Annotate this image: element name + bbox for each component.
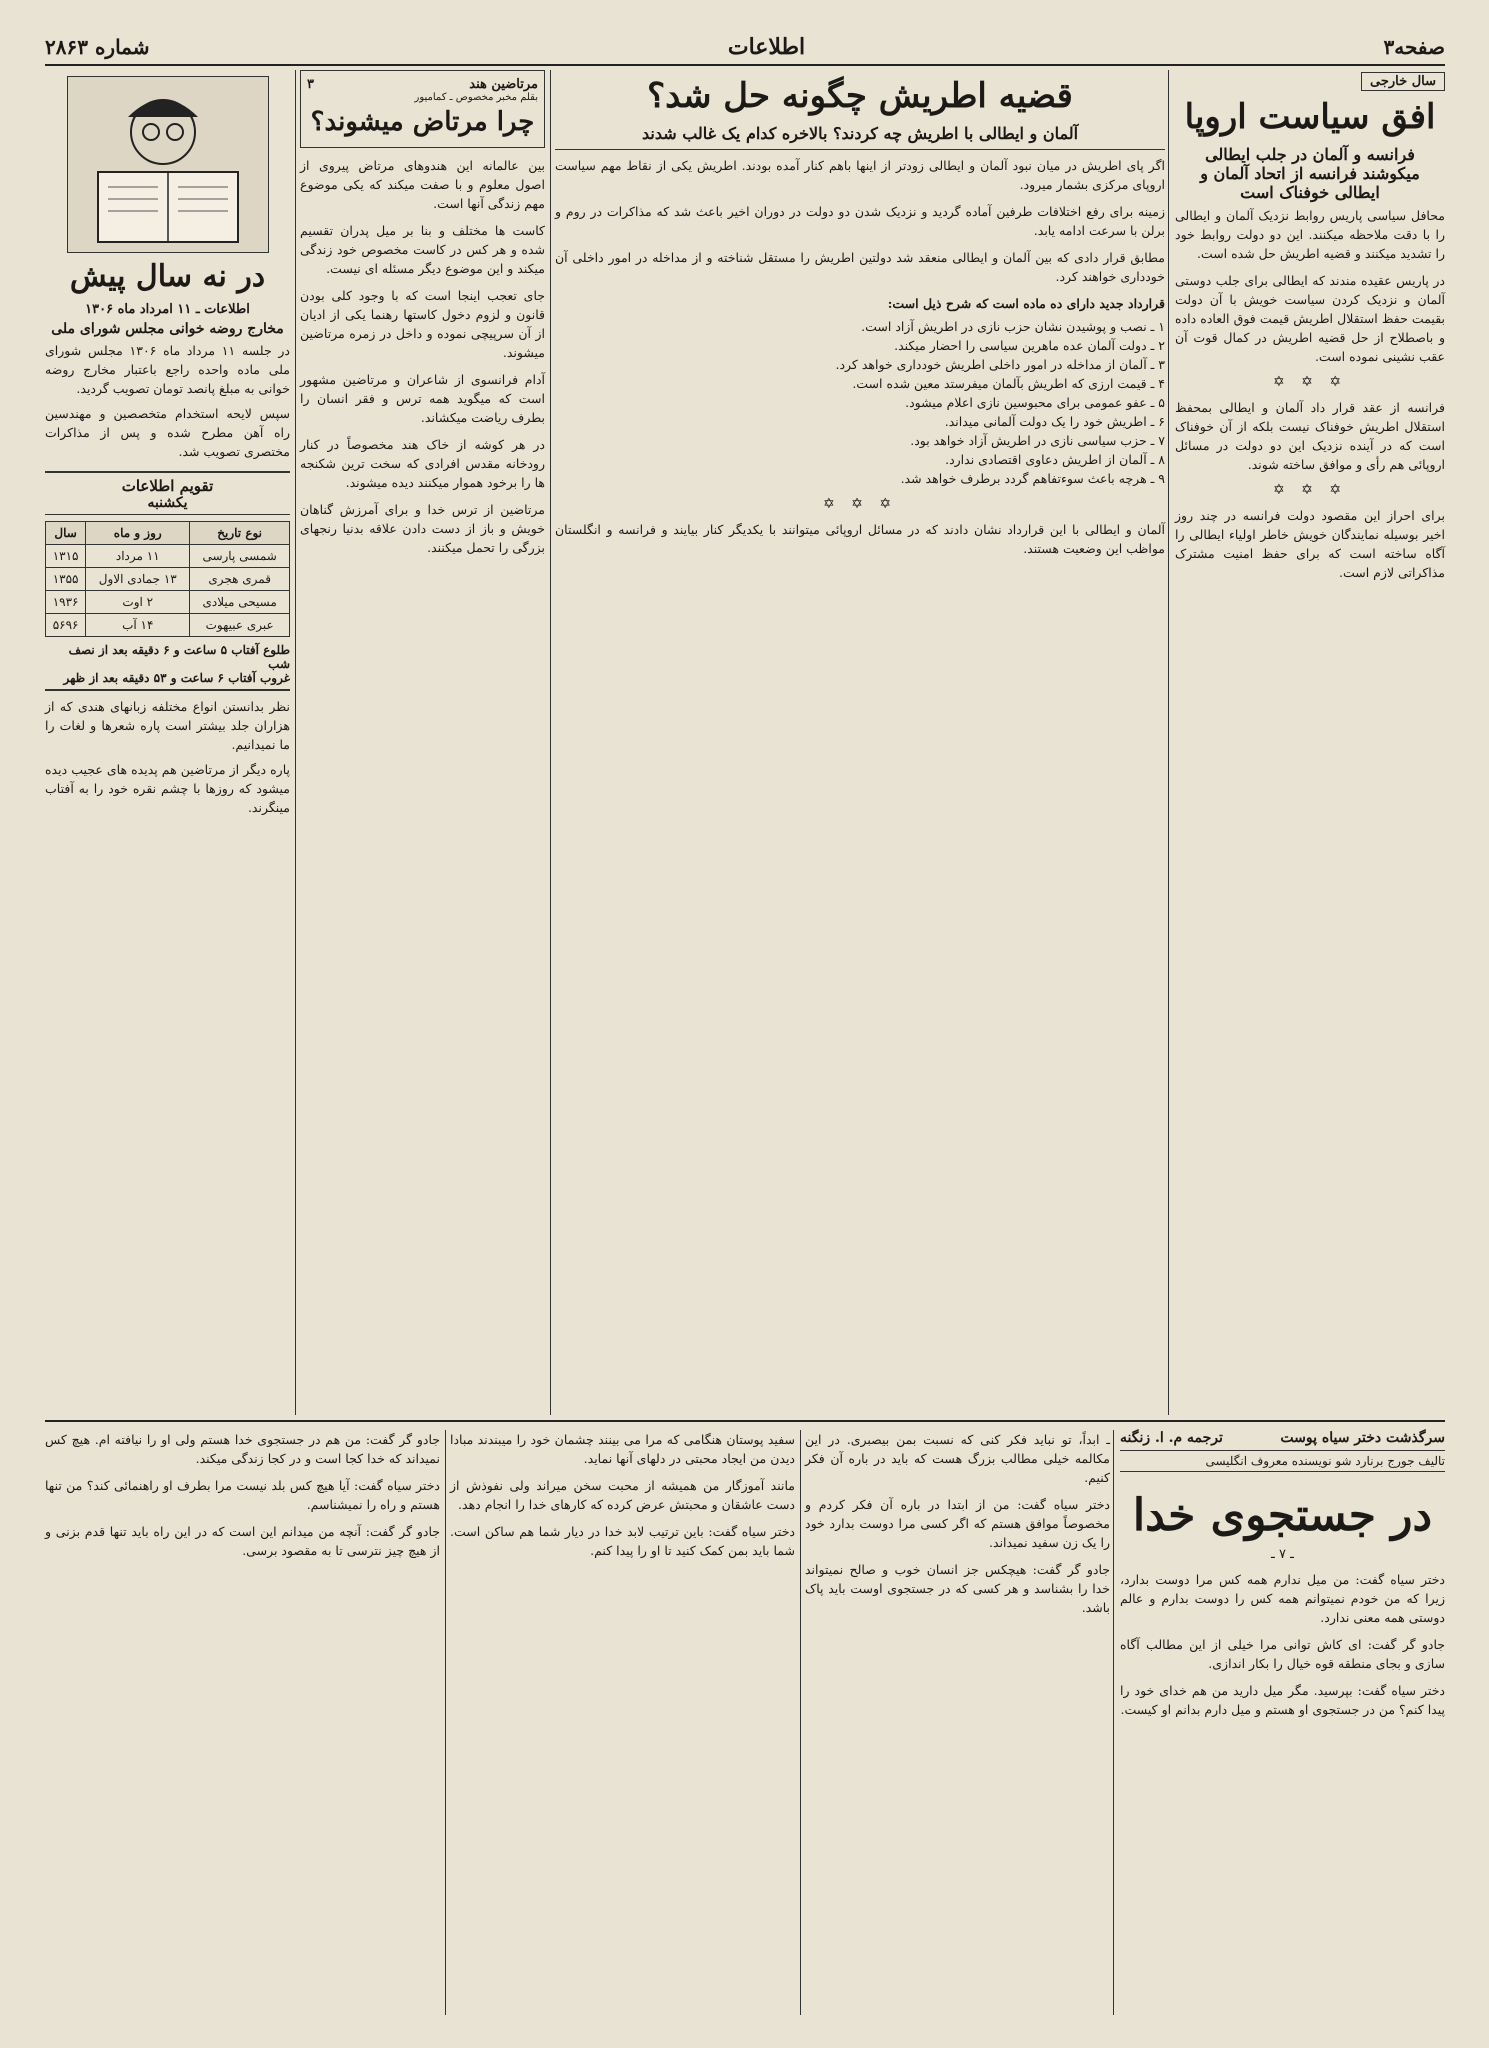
column-rule bbox=[800, 1430, 801, 2015]
paper-name: اطلاعات bbox=[727, 34, 806, 60]
calendar-cell: ۱۳ جمادی الاول bbox=[86, 568, 190, 591]
article-kicker: مرتاضین هند bbox=[469, 77, 538, 92]
paragraph: فرانسه از عقد قرار داد آلمان و ایطالی بمحفظ استقلال اطریش خوفناک نیست بلکه از آن خوفناک است که در آینده نزدیک این دو دولت در مسائل اروپائی هم رأی و موافق ساخته شوند. bbox=[1175, 400, 1445, 472]
reader-illustration bbox=[67, 76, 269, 253]
calendar-cell: ۱۱ مرداد bbox=[86, 545, 190, 568]
paragraph: بین عالمانه این هندوهای مرتاض پیروی از اصول معلوم و با صفت میکند که یکی موضوع مهم زندگی آنها است. bbox=[300, 158, 545, 211]
section-tag: سال خارجی bbox=[1361, 72, 1445, 91]
feature-title: در نه سال پیش bbox=[69, 259, 266, 294]
paragraph: جادو گر گفت: آنچه من میدانم این است که در این راه باید تنها قدم بزنی و از هیچ چیز نترسی تا به مقصود برسی. bbox=[45, 1524, 440, 1558]
part-number: ۳ bbox=[307, 77, 314, 92]
ascetics-article bbox=[300, 70, 545, 1415]
paragraph: نظر بدانستن انواع مختلفه زبانهای هندی که از هزاران جلد بیشتر است پاره شعرها و لغات را ما نمیدانیم. bbox=[45, 699, 290, 752]
serial-story-section bbox=[45, 1420, 1445, 2022]
column-rule bbox=[295, 70, 296, 1415]
issue-number: شماره ۲۸۶۳ bbox=[45, 35, 150, 59]
paragraph: ـ ابداً، تو نباید فکر کنی که نسبت بمن بیصبری. در این مکالمه خیلی مطالب بزرگ هست که باید در باره آن فکر کنیم. bbox=[805, 1432, 1110, 1485]
paragraph: مانند آموزگار من همیشه از محبت سخن میراند ولی نفوذش از دست عاشقان و محبتش عرض کرده که کارهای خدا را انجام دهد. bbox=[450, 1478, 795, 1512]
paragraph: در هر کوشه از خاک هند مخصوصاً در کنار رودخانه مقدس افرادی که سخت ترین شکنجه ها را برخود هموار میکنند دیده میشوند. bbox=[300, 437, 545, 490]
calendar-cell: ۵۶۹۶ bbox=[46, 614, 86, 637]
column-rule bbox=[1168, 70, 1169, 1415]
list-item: ۷ ـ حزب سیاسی نازی در اطریش آزاد خواهد بود. bbox=[910, 433, 1165, 448]
column-rule bbox=[1113, 1430, 1114, 2015]
history-column bbox=[45, 70, 290, 1415]
byline: بقلم مخبر مخصوص ـ کمامیور bbox=[414, 92, 538, 103]
list-item: ۱ ـ نصب و پوشیدن نشان حزب نازی در اطریش آزاد است. bbox=[861, 319, 1165, 334]
austria-article bbox=[555, 70, 1165, 1415]
separator-stars: ✡ ✡ ✡ bbox=[1272, 482, 1348, 498]
article-subhead: فرانسه و آلمان در جلب ایطالی میکوشند فرانسه از اتحاد آلمان و ایطالی خوفناک است bbox=[1200, 145, 1420, 202]
paragraph: جادو گر گفت: ای کاش توانی مرا خیلی از این مطالب آگاه سازی و بجای منطقه قوه خیال را بکار اندازی. bbox=[1120, 1637, 1445, 1671]
column-rule bbox=[445, 1430, 446, 2015]
list-item: ۸ ـ آلمان از اطریش دعاوی اقتصادی ندارد. bbox=[945, 452, 1165, 467]
feature-headline: مخارج روضه خوانی مجلس شورای ملی bbox=[51, 321, 284, 337]
article-headline: قضیه اطریش چگونه حل شد؟ bbox=[647, 76, 1073, 116]
paragraph: سفید پوستان هنگامی که مرا می بینند چشمان خود را میبندند مبادا دیدن من ایجاد محبتی در دلهای آنها نماید. bbox=[450, 1432, 795, 1466]
paragraph: اگر پای اطریش در میان نبود آلمان و ایطالی زودتر از اینها باهم کنار آمده بودند. اطریش یکی از نقاط مهم سیاست اروپای مرکزی بشمار میرود. bbox=[555, 158, 1165, 192]
feature-date: اطلاعات ـ ۱۱ امرداد ماه ۱۳۰۶ bbox=[85, 302, 250, 317]
calendar-title: تقویم اطلاعات bbox=[121, 477, 214, 495]
paragraph: قرارداد جدید دارای ده ماده است که شرح ذیل است: bbox=[887, 296, 1165, 311]
separator-stars: ✡ ✡ ✡ bbox=[1272, 374, 1348, 390]
story-title: در جستجوی خدا bbox=[1132, 1490, 1433, 1541]
article-subhead: آلمان و ایطالی با اطریش چه کردند؟ بالاخره کدام یک غالب شدند bbox=[641, 124, 1079, 143]
paragraph: در پاریس عقیده مندند که ایطالی برای جلب دوستی آلمان و نزدیک کردن سیاست خویش با آن دولت بقیمت حفظ استقلال اطریش قیمت فوق العاده داده و باصطلاح از حل قضیه اطریش در کمال قوت آن عقب نشینی نموده است. bbox=[1175, 273, 1445, 364]
paragraph: پاره دیگر از مرتاضین هم پدیده های عجیب دیده میشود که روزها با چشم نقره خود را به آفتاب مینگرند. bbox=[45, 762, 290, 815]
treaty-items bbox=[555, 317, 1165, 488]
list-item: ۹ ـ هرچه باعث سوءتفاهم گردد برطرف خواهد شد. bbox=[900, 471, 1165, 486]
calendar-header: سال bbox=[46, 522, 86, 545]
calendar-cell: ۱۹۳۶ bbox=[46, 591, 86, 614]
sunrise-time: طلوع آفتاب ۵ ساعت و ۶ دقیقه بعد از نصف شب bbox=[68, 643, 290, 671]
calendar-cell: ۱۳۱۵ bbox=[46, 545, 86, 568]
paragraph: آدام فرانسوی از شاعران و مرتاضین مشهور است که میگوید همه ترس و فقر انسان را بطرف ریاضت میکشاند. bbox=[300, 372, 545, 425]
calendar-table bbox=[45, 521, 290, 637]
paragraph: مرتاضین از ترس خدا و برای آمرزش گناهان خویش و باز از دست دادن علاقه بدنیا رنجهای بزرگی را تحمل میکنند. bbox=[300, 502, 545, 555]
calendar-cell: ۱۴ آب bbox=[86, 614, 190, 637]
calendar-header: نوع تاریخ bbox=[190, 522, 290, 545]
serial-column bbox=[45, 1430, 440, 2015]
calendar-cell: عبری عبیهوت bbox=[190, 614, 290, 637]
page-number: صفحه۳ bbox=[1383, 35, 1445, 59]
calendar-cell: ۱۳۵۵ bbox=[46, 568, 86, 591]
calendar-cell: ۲ اوت bbox=[86, 591, 190, 614]
part-number: ـ ۷ ـ bbox=[1271, 1547, 1294, 1562]
paragraph: برای احراز این مقصود دولت فرانسه در چند روز اخیر بوسیله نمایندگان خویش خاطر اولیاء ایطالی را آگاه ساخته است که برای حفظ امنیت مشترک مذاکراتی لازم است. bbox=[1175, 508, 1445, 580]
paragraph: در جلسه ۱۱ مرداد ماه ۱۳۰۶ مجلس شورای ملی ماده واحده راجع باعتبار مخارج روضه خوانی به مبلغ پانصد تومان تصویب گردید. bbox=[45, 343, 290, 396]
list-item: ۲ ـ دولت آلمان عده ماهرین سیاسی را احضار میکند. bbox=[894, 338, 1165, 353]
list-item: ۳ ـ آلمان از مداخله در امور داخلی اطریش خودداری خواهد کرد. bbox=[835, 357, 1165, 372]
paragraph: دختر سیاه گفت: من از ابتدا در باره آن فکر کردم و مخصوصاً موافق هستم که اگر کسی مرا دوست بدارد خود را یک زن سفید نمیداند. bbox=[805, 1497, 1110, 1550]
calendar-cell: شمسی پارسی bbox=[190, 545, 290, 568]
paragraph: جادو گر گفت: من هم در جستجوی خدا هستم ولی او را نیافته ام. هیچ کس نمیداند که خدا کجا است و در کجا زندگی میکند. bbox=[45, 1432, 440, 1466]
paragraph: آلمان و ایطالی با این قرارداد نشان دادند که در مسائل اروپائی میتوانند با یکدیگر کنار بیایند و فرانسه و انگلستان مواظب این وضعیت هستند. bbox=[555, 522, 1165, 556]
serial-title: سرگذشت دختر سیاه پوست bbox=[1280, 1430, 1445, 1446]
paragraph: سپس لایحه استخدام متخصصین و مهندسین راه آهن مطرح شده و پس از مذاکرات مختصری تصویب شد. bbox=[45, 406, 290, 459]
paragraph: کاست ها مختلف و بنا بر میل پدران تقسیم شده و هر کس در کاست مخصوص خود زندگی میکند و این موضوع دیگر مسئله ای نیست. bbox=[300, 223, 545, 276]
paragraph: محافل سیاسی پاریس روابط نزدیک آلمان و ایطالی را با دقت ملاحظه میکنند. این دو دولت روابط خود را تشدید میکنند و قضیه اطریش حل شده است. bbox=[1175, 208, 1445, 261]
serial-column bbox=[450, 1430, 795, 2015]
paragraph: زمینه برای رفع اختلافات طرفین آماده گردید و نزدیک شدن دو دولت در دوران اخیر باعث شد که مذاکرات در روم و برلن با سرعت ادامه یابد. bbox=[555, 204, 1165, 238]
calendar-day: یکشنبه bbox=[45, 495, 290, 515]
calendar-cell: مسیحی میلادی bbox=[190, 591, 290, 614]
serial-header-column bbox=[1120, 1430, 1445, 2015]
column-rule bbox=[550, 70, 551, 1415]
list-item: ۴ ـ قیمت ارزی که اطریش بآلمان میفرستد معین شده است. bbox=[852, 376, 1165, 391]
list-item: ۵ ـ عفو عمومی برای محبوسین نازی اعلام میشود. bbox=[905, 395, 1165, 410]
article-header-box bbox=[300, 70, 545, 148]
paragraph: جادو گر گفت: هیچکس جز انسان خوب و صالح نمیتواند خدا را بشناسد و هر کسی که در جستجوی اوست باید پاک باشد. bbox=[805, 1562, 1110, 1615]
separator-stars: ✡ ✡ ✡ bbox=[822, 496, 898, 512]
calendar-header: روز و ماه bbox=[86, 522, 190, 545]
paragraph: دختر سیاه گفت: آیا هیچ کس بلد نیست مرا بطرف او راهنمائی کند؟ من تنها هستم و راه را نمیشناسم. bbox=[45, 1478, 440, 1512]
author-line: تالیف جورج برنارد شو نویسنده معروف انگلیسی bbox=[1120, 1450, 1445, 1472]
article-headline: چرا مرتاض میشوند؟ bbox=[310, 107, 535, 137]
article-headline: افق سیاست اروپا bbox=[1184, 97, 1436, 137]
serial-column bbox=[805, 1430, 1110, 2015]
masthead bbox=[45, 30, 1445, 66]
paragraph: جای تعجب اینجا است که با وجود کلی بودن قانون و لزوم دخول کاستها رهنما یکی از ادیان از آن سرپیچی نموده و داخل در زمره مرتاضین میشوند. bbox=[300, 288, 545, 360]
foreign-affairs-column bbox=[1175, 70, 1445, 1415]
paragraph: دختر سیاه گفت: باین ترتیب لابد خدا در دیار شما هم ساکن است. شما باید بمن کمک کنید تا او را پیدا کنم. bbox=[450, 1524, 795, 1558]
paragraph: دختر سیاه گفت: بپرسید. مگر میل دارید من هم خدای خود را پیدا کنم؟ من در جستجوی او هستم و میل دارم بدانم او کیست. bbox=[1120, 1683, 1445, 1717]
list-item: ۶ ـ اطریش خود را یک دولت آلمانی میداند. bbox=[944, 414, 1165, 429]
translator: ترجمه م. ا. زنگنه bbox=[1120, 1430, 1223, 1446]
paragraph: مطابق قرار دادی که بین آلمان و ایطالی منعقد شد دولتین اطریش را مستقل شناخته و از مداخله در امور داخلی آن خودداری خواهند کرد. bbox=[555, 250, 1165, 284]
sunset-time: غروب آفتاب ۶ ساعت و ۵۳ دقیقه بعد از ظهر bbox=[45, 671, 290, 691]
paragraph: دختر سیاه گفت: من میل ندارم همه کس مرا دوست بدارد، زیرا که من خودم نمیتوانم همه کس را دوست بدارم و عالم دوستی همه معنی ندارد. bbox=[1120, 1572, 1445, 1625]
calendar-cell: قمری هجری bbox=[190, 568, 290, 591]
